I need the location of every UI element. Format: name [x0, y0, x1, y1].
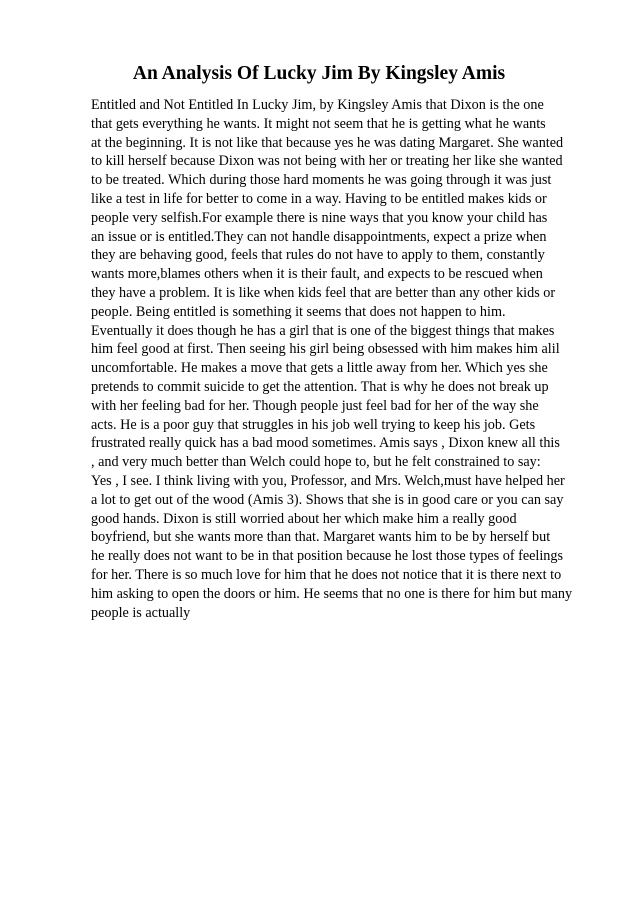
body-text-line: him asking to open the doors or him. He seems that no one is there for him but many — [91, 585, 573, 602]
body-text-line: boyfriend, but she wants more than that. Margaret wants him to be by herself but — [91, 529, 551, 546]
body-text-line: uncomfortable. He makes a move that gets a little away from her. Which yes she — [91, 360, 548, 377]
body-text-line: people is actually — [91, 604, 191, 621]
body-text-line: to be treated. Which during those hard moments he was going through it was just — [91, 172, 552, 189]
body-text-line: pretends to commit suicide to get the attention. That is why he does not break up — [91, 378, 549, 395]
body-text-line: , and very much better than Welch could hope to, but he felt constrained to say: — [91, 454, 541, 471]
body-text-line: good hands. Dixon is still worried about her which make him a really good — [91, 510, 517, 527]
body-text-line: people very selfish.For example there is nine ways that you know your child has — [91, 209, 548, 226]
body-text-line: Entitled and Not Entitled In Lucky Jim, by Kingsley Amis that Dixon is the one — [91, 97, 544, 113]
body-text-line: Yes , I see. I think living with you, Professor, and Mrs. Welch,must have helped her — [91, 472, 565, 489]
body-text-line: like a test in life for better to come in a way. Having to be entitled makes kids or — [91, 190, 547, 207]
body-text-line: a lot to get out of the wood (Amis 3). Shows that she is in good care or you can say — [91, 491, 564, 508]
body-text-line: him feel good at first. Then seeing his girl being obsessed with him makes him alil — [91, 341, 560, 358]
body-text-line: he really does not want to be in that position because he lost those types of feelings — [91, 548, 564, 565]
body-text-line: they have a problem. It is like when kids feel that are better than any other kids or — [91, 284, 556, 301]
document-body — [91, 96, 591, 622]
body-text-line: frustrated really quick has a bad mood sometimes. Amis says , Dixon knew all this — [91, 435, 560, 452]
body-text-line: an issue or is entitled.They can not handle disappointments, expect a prize when — [91, 228, 547, 245]
body-text-line: to kill herself because Dixon was not being with her or treating her like she wanted — [91, 153, 563, 170]
body-text-line: they are behaving good, feels that rules do not have to apply to them, constantly — [91, 247, 545, 264]
body-text-line: Eventually it does though he has a girl that is one of the biggest things that makes — [91, 322, 555, 339]
body-text-line: people. Being entitled is something it seems that does not happen to him. — [91, 303, 506, 320]
body-text-line: at the beginning. It is not like that because yes he was dating Margaret. She wanted — [91, 134, 564, 151]
body-text-line: acts. He is a poor guy that struggles in his job well trying to keep his job. Gets — [91, 416, 536, 433]
body-text-line: wants more,blames others when it is their fault, and expects to be rescued when — [91, 266, 543, 283]
document-title: An Analysis Of Lucky Jim By Kingsley Amis — [132, 63, 506, 84]
body-text-line: for her. There is so much love for him that he does not notice that it is there next to — [91, 566, 562, 583]
body-text-line: with her feeling bad for her. Though people just feel bad for her of the way she — [91, 397, 539, 414]
body-text-line: that gets everything he wants. It might not seem that he is getting what he wants — [91, 115, 546, 132]
